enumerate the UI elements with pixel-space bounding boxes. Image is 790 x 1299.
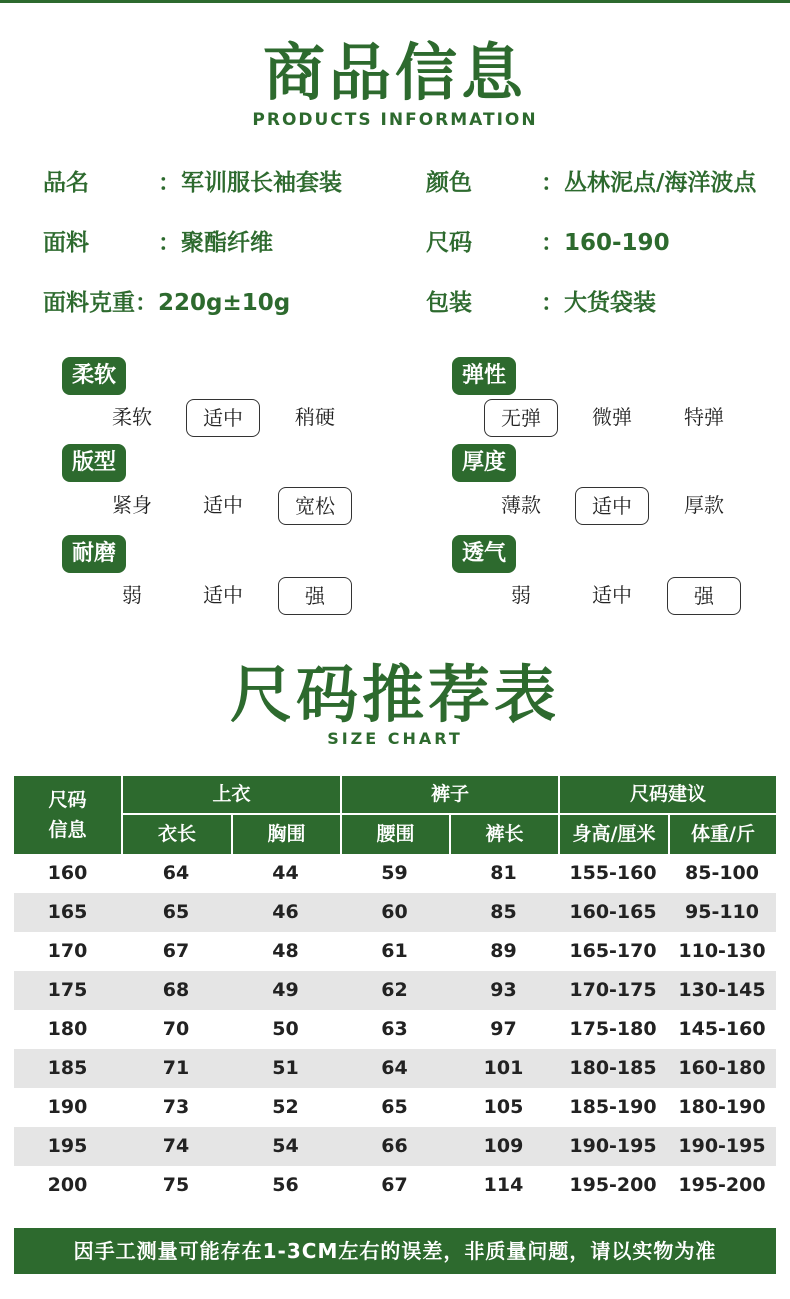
table-cell: 85-100: [685, 862, 759, 884]
table-cell: 63: [381, 1018, 408, 1040]
attribute-badge: 耐磨: [62, 535, 126, 573]
product-info-title: 商品信息: [262, 36, 527, 109]
attribute-option-selected: 适中: [186, 399, 260, 437]
table-cell: 175-180: [569, 1018, 657, 1040]
table-row: [14, 1049, 776, 1088]
table-cell: 67: [381, 1174, 408, 1196]
header-sub-3: 裤长: [451, 815, 558, 854]
info-field-colon: ：: [135, 290, 158, 316]
info-field-value: 军训服长袖套装: [181, 170, 342, 196]
table-cell: 185: [47, 1057, 88, 1079]
table-row: [14, 1010, 776, 1049]
info-field: [43, 228, 273, 258]
table-cell: 195-200: [569, 1174, 657, 1196]
table-cell: 48: [272, 940, 299, 962]
table-cell: 71: [162, 1057, 190, 1079]
attribute-option: 薄款: [501, 493, 541, 517]
info-field-colon: ：: [158, 170, 181, 196]
attribute-option: 微弹: [592, 405, 632, 429]
table-cell: 60: [381, 901, 408, 923]
info-field-value: 160-190: [564, 230, 670, 256]
attribute-badge: 版型: [62, 444, 126, 482]
info-field: [426, 168, 756, 198]
table-cell: 175: [47, 979, 88, 1001]
table-cell: 64: [162, 862, 190, 884]
info-field: [426, 288, 656, 318]
table-cell: 64: [381, 1057, 408, 1079]
info-field-value: 大货袋装: [564, 290, 656, 316]
table-cell: 50: [272, 1018, 299, 1040]
info-field-colon: ：: [158, 230, 181, 256]
table-cell: 195-200: [678, 1174, 766, 1196]
top-divider: [0, 0, 790, 3]
table-cell: 130-145: [678, 979, 766, 1001]
measurement-note: 因手工测量可能存在1-3CM左右的误差，非质量问题，请以实物为准: [14, 1228, 776, 1274]
header-sub-2: 腰围: [342, 815, 449, 854]
attribute-option-selected: 宽松: [278, 487, 352, 525]
info-field-value: 丛林泥点/海洋波点: [564, 170, 757, 196]
table-cell: 73: [162, 1096, 190, 1118]
table-cell: 180-185: [569, 1057, 657, 1079]
attribute-option-selected: 适中: [575, 487, 649, 525]
table-cell: 97: [490, 1018, 517, 1040]
attribute-option-selected: 强: [278, 577, 352, 615]
info-field: [426, 228, 670, 258]
table-cell: 67: [162, 940, 190, 962]
attribute-option: 弱: [511, 583, 531, 607]
table-cell: 54: [272, 1135, 299, 1157]
header-group-suggest: 尺码建议: [560, 776, 776, 813]
info-field-colon: ：: [541, 170, 564, 196]
table-cell: 105: [483, 1096, 524, 1118]
info-field-colon: ：: [541, 290, 564, 316]
table-cell: 165: [47, 901, 88, 923]
info-field-label: 品名: [43, 170, 89, 196]
table-cell: 85: [490, 901, 517, 923]
table-cell: 180-190: [678, 1096, 766, 1118]
size-chart-subtitle: SIZE CHART: [327, 729, 463, 748]
table-cell: 95-110: [685, 901, 759, 923]
table-cell: 89: [490, 940, 517, 962]
attribute-badge: 弹性: [452, 357, 516, 395]
table-cell: 65: [162, 901, 190, 923]
table-cell: 62: [381, 979, 408, 1001]
attribute-option: 适中: [203, 493, 243, 517]
table-cell: 160-165: [569, 901, 657, 923]
table-cell: 51: [272, 1057, 299, 1079]
table-cell: 46: [272, 901, 299, 923]
size-table: [14, 776, 776, 1196]
info-field-label: 尺码: [426, 230, 472, 256]
table-cell: 109: [483, 1135, 524, 1157]
table-row: [14, 854, 776, 893]
info-field-label: 包装: [426, 290, 472, 316]
table-cell: 185-190: [569, 1096, 657, 1118]
table-cell: 200: [47, 1174, 88, 1196]
info-field: [43, 168, 342, 198]
table-cell: 110-130: [678, 940, 766, 962]
table-cell: 65: [381, 1096, 408, 1118]
info-field-value: 聚酯纤维: [181, 230, 273, 256]
size-chart-title: 尺码推荐表: [229, 658, 560, 731]
table-cell: 75: [162, 1174, 190, 1196]
table-cell: 93: [490, 979, 517, 1001]
product-info-subtitle: PRODUCTS INFORMATION: [252, 110, 538, 130]
attribute-option: 柔软: [112, 405, 152, 429]
info-field-label: 颜色: [426, 170, 472, 196]
table-cell: 70: [162, 1018, 190, 1040]
attribute-option: 稍硬: [295, 405, 335, 429]
table-cell: 52: [272, 1096, 299, 1118]
table-cell: 44: [272, 862, 299, 884]
table-cell: 155-160: [569, 862, 657, 884]
table-cell: 101: [483, 1057, 524, 1079]
table-row: [14, 971, 776, 1010]
table-cell: 49: [272, 979, 299, 1001]
header-size-info: 尺码 信息: [14, 776, 121, 854]
info-field-label: 面料克重: [43, 290, 135, 316]
header-sub-1: 胸围: [233, 815, 340, 854]
attribute-badge: 柔软: [62, 357, 126, 395]
table-cell: 66: [381, 1135, 408, 1157]
info-field-colon: ：: [541, 230, 564, 256]
attribute-option: 特弹: [684, 405, 724, 429]
header-sub-4: 身高/厘米: [560, 815, 668, 854]
attribute-badge: 透气: [452, 535, 516, 573]
table-row: [14, 932, 776, 971]
info-field-label: 面料: [43, 230, 89, 256]
table-cell: 160: [47, 862, 88, 884]
table-cell: 81: [490, 862, 517, 884]
header-group-pants: 裤子: [342, 776, 558, 813]
attribute-option: 厚款: [684, 493, 724, 517]
table-row: [14, 1127, 776, 1166]
table-cell: 145-160: [678, 1018, 766, 1040]
size-table-header: [14, 776, 776, 854]
table-cell: 180: [47, 1018, 88, 1040]
table-cell: 160-180: [678, 1057, 766, 1079]
table-cell: 190-195: [569, 1135, 657, 1157]
table-cell: 59: [381, 862, 408, 884]
table-cell: 170: [47, 940, 88, 962]
table-row: [14, 1088, 776, 1127]
table-cell: 61: [381, 940, 408, 962]
table-row: [14, 1166, 776, 1205]
table-cell: 56: [272, 1174, 299, 1196]
table-cell: 190: [47, 1096, 88, 1118]
attribute-option: 弱: [122, 583, 142, 607]
info-field-value: 220g±10g: [158, 290, 291, 316]
table-cell: 68: [162, 979, 190, 1001]
table-cell: 114: [483, 1174, 524, 1196]
table-cell: 190-195: [678, 1135, 766, 1157]
attribute-option: 紧身: [112, 493, 152, 517]
table-cell: 170-175: [569, 979, 657, 1001]
table-cell: 74: [162, 1135, 190, 1157]
table-cell: 165-170: [569, 940, 657, 962]
header-sub-5: 体重/斤: [670, 815, 776, 854]
attribute-option: 适中: [592, 583, 632, 607]
attribute-option-selected: 强: [667, 577, 741, 615]
attribute-option: 适中: [203, 583, 243, 607]
info-field: [43, 288, 290, 318]
header-group-top: 上衣: [123, 776, 340, 813]
attribute-badge: 厚度: [452, 444, 516, 482]
header-sub-0: 衣长: [123, 815, 231, 854]
table-cell: 195: [47, 1135, 88, 1157]
attribute-option-selected: 无弹: [484, 399, 558, 437]
table-row: [14, 893, 776, 932]
